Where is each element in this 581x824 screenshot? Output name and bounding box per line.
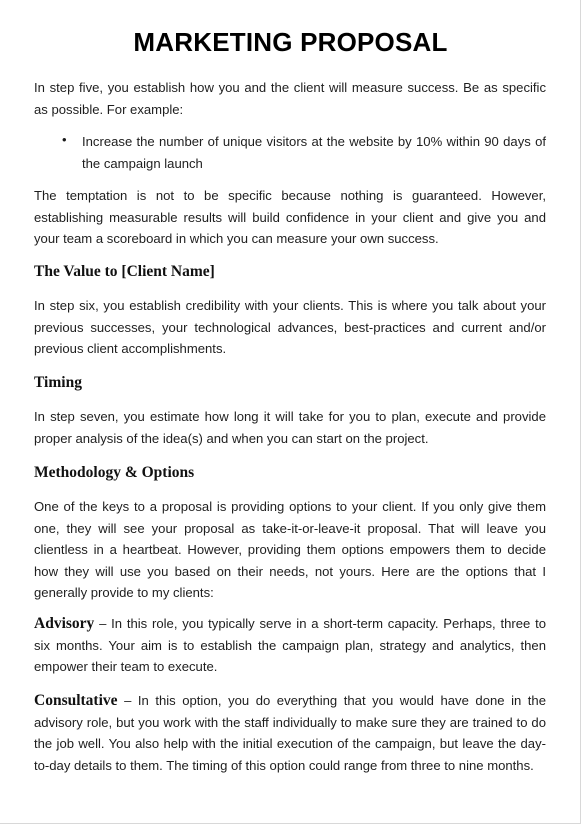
bullet-marker: • [62,132,67,147]
consultative-term: Consultative [34,692,118,709]
consultative-paragraph [34,690,546,776]
heading-timing: Timing [34,374,82,391]
advisory-term: Advisory [34,615,95,632]
intro-paragraph: In step five, you establish how you and the client will measure success. Be as specific as possible. For example: [34,80,546,117]
bullet-item: Increase the number of unique visitors at the website by 10% within 90 days of the campaign launch [82,134,546,171]
heading-value: The Value to [Client Name] [34,263,215,280]
document-title: MARKETING PROPOSAL [133,27,448,57]
consultative-body: – In this option, you do everything that you would have done in the advisory role, but you work with the staff individually to make sure they are trained to do the job well. You also help with the initial execution of the campaign, but leave the day-to-day details to them. The timing of this option could range from three to nine months. [34,693,546,773]
timing-paragraph: In step seven, you estimate how long it will take for you to plan, execute and provide proper analysis of the idea(s) and when you can start on the project. [34,409,546,446]
methodology-paragraph: One of the keys to a proposal is providing options to your client. If you only give them one, they will see your proposal as take-it-or-leave-it proposal. That will leave you clientless in a heartbeat. However, providing them options empowers them to decide how they will use you based on their needs, not yours. Here are the options that I generally provide to my clients: [34,499,546,601]
value-paragraph: In step six, you establish credibility with your clients. This is where you talk about your previous successes, your technological advances, best-practices and current and/or previous client accomplishments. [34,298,546,357]
advisory-body: – In this role, you typically serve in a short-term capacity. Perhaps, three to six months. Your aim is to establish the campaign plan, strategy and analytics, then empower their team to execute. [34,616,546,675]
temptation-paragraph: The temptation is not to be specific because nothing is guaranteed. However, establishing measurable results will build confidence in your client and give you and your team a scoreboard in which you can measure your own success. [34,188,546,247]
advisory-paragraph [34,613,546,678]
heading-methodology: Methodology & Options [34,464,195,481]
